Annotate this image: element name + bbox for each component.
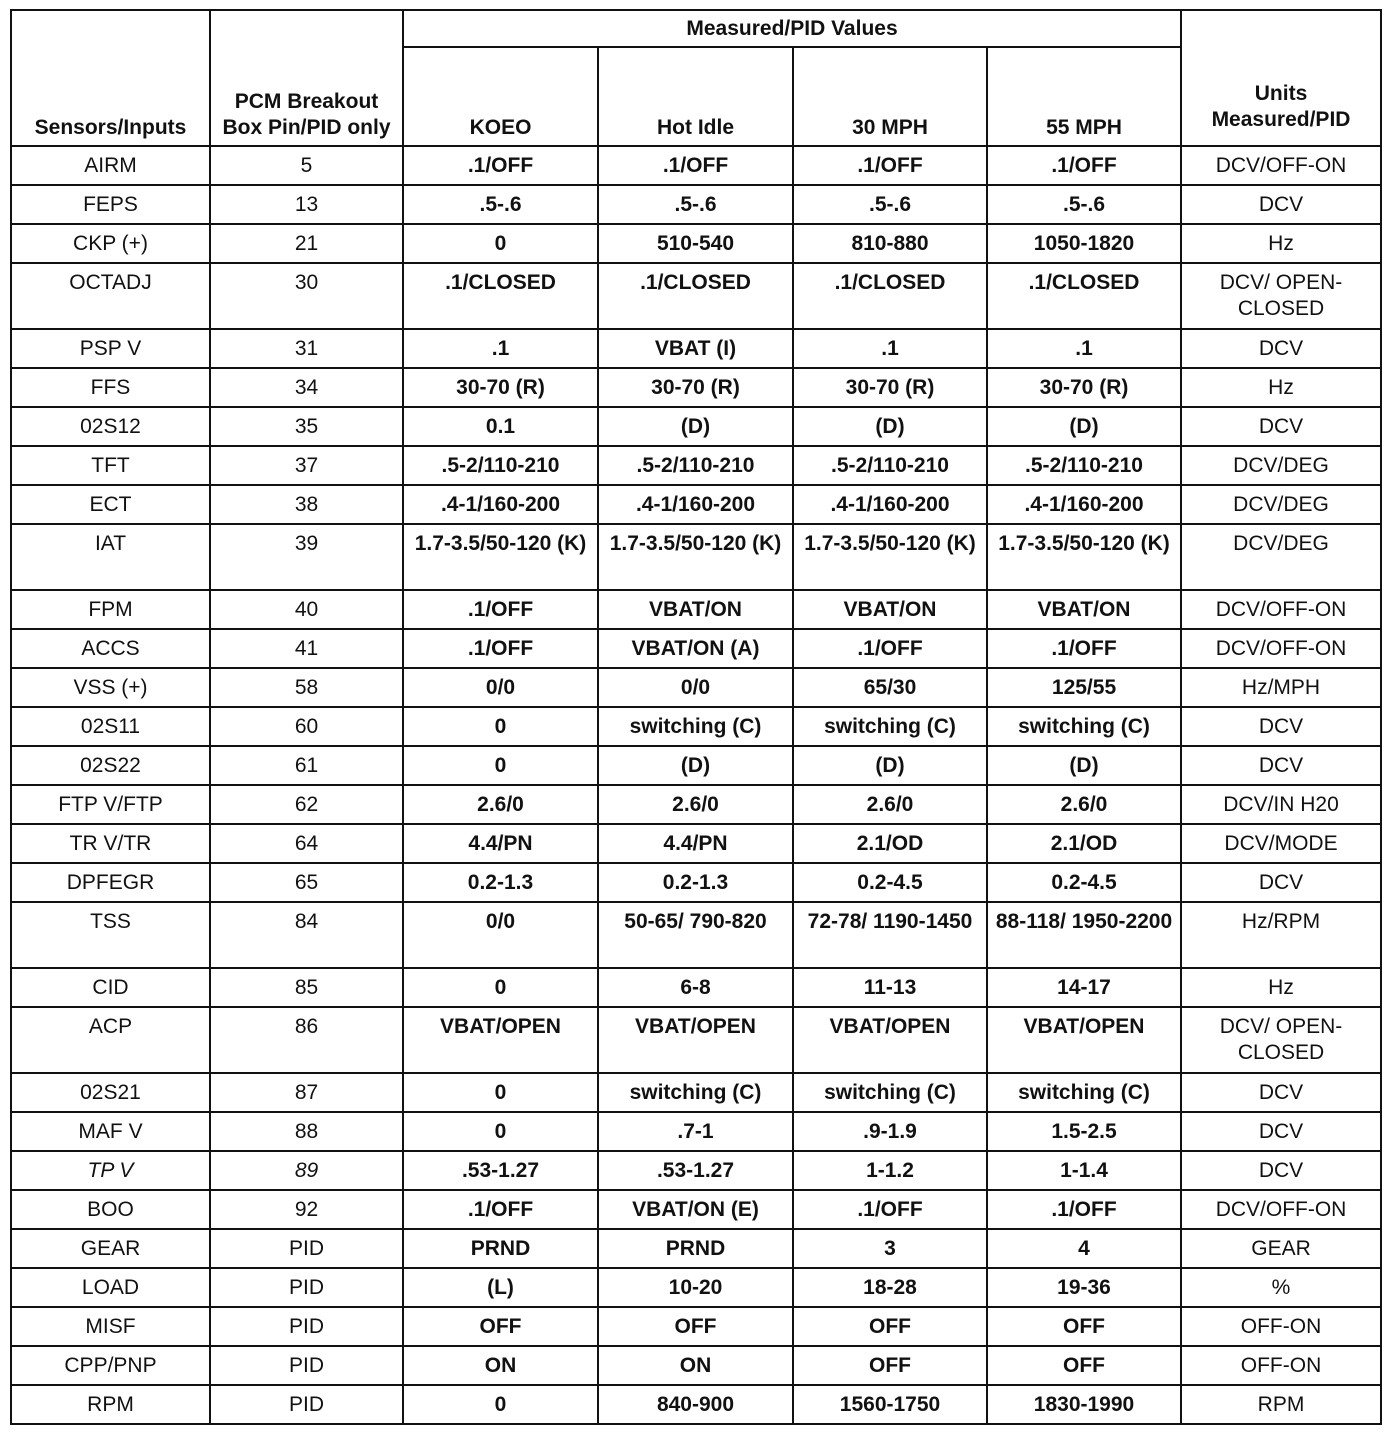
mph55-cell: (D) [987,746,1181,785]
hot-idle-cell: .1/OFF [598,146,793,185]
mph55-cell: .1/CLOSED [987,263,1181,329]
hot-idle-cell: 0.2-1.3 [598,863,793,902]
sensor-cell: FFS [11,368,210,407]
mph55-cell: switching (C) [987,1073,1181,1112]
sensor-cell: ECT [11,485,210,524]
koeo-cell: .5-.6 [403,185,598,224]
mph55-cell: 1830-1990 [987,1385,1181,1424]
table-row [11,707,1381,746]
koeo-cell: .4-1/160-200 [403,485,598,524]
pin-cell: PID [210,1268,403,1307]
unit-cell: Hz/RPM [1181,902,1381,968]
koeo-cell: 30-70 (R) [403,368,598,407]
table-row [11,1307,1381,1346]
pin-cell: 21 [210,224,403,263]
sensor-cell: IAT [11,524,210,590]
pin-cell: 60 [210,707,403,746]
koeo-cell: .53-1.27 [403,1151,598,1190]
mph55-cell: 88-118/ 1950-2200 [987,902,1181,968]
unit-cell: GEAR [1181,1229,1381,1268]
koeo-cell: .1/OFF [403,629,598,668]
unit-cell: DCV/OFF-ON [1181,629,1381,668]
table-row [11,329,1381,368]
mph55-cell: .1/OFF [987,629,1181,668]
pin-cell: 62 [210,785,403,824]
pin-cell: 92 [210,1190,403,1229]
mph30-cell: 65/30 [793,668,987,707]
hot-idle-cell: 30-70 (R) [598,368,793,407]
hot-idle-cell: .53-1.27 [598,1151,793,1190]
koeo-cell: 0 [403,224,598,263]
hot-idle-cell: .4-1/160-200 [598,485,793,524]
mph30-cell: VBAT/OPEN [793,1007,987,1073]
sensor-cell: DPFEGR [11,863,210,902]
sensor-cell: TR V/TR [11,824,210,863]
koeo-cell: PRND [403,1229,598,1268]
header-30-mph: 30 MPH [793,47,987,146]
hot-idle-cell: OFF [598,1307,793,1346]
mph55-cell: 4 [987,1229,1181,1268]
mph55-cell: VBAT/OPEN [987,1007,1181,1073]
hot-idle-cell: ON [598,1346,793,1385]
koeo-cell: .1/OFF [403,1190,598,1229]
pin-cell: 89 [210,1151,403,1190]
unit-cell: DCV/DEG [1181,446,1381,485]
table-row [11,590,1381,629]
mph30-cell: 1-1.2 [793,1151,987,1190]
pin-cell: 34 [210,368,403,407]
mph30-cell: .1/OFF [793,629,987,668]
mph30-cell: 3 [793,1229,987,1268]
table-row [11,968,1381,1007]
table-row [11,824,1381,863]
sensor-cell: 02S22 [11,746,210,785]
unit-cell: DCV/DEG [1181,485,1381,524]
sensor-cell: TP V [11,1151,210,1190]
unit-cell: DCV/OFF-ON [1181,146,1381,185]
sensor-cell: CID [11,968,210,1007]
unit-cell: Hz [1181,368,1381,407]
table-row [11,368,1381,407]
pin-cell: 58 [210,668,403,707]
mph30-cell: 1560-1750 [793,1385,987,1424]
koeo-cell: 1.7-3.5/50-120 (K) [403,524,598,590]
sensor-cell: RPM [11,1385,210,1424]
mph30-cell: switching (C) [793,1073,987,1112]
hot-idle-cell: VBAT/ON (E) [598,1190,793,1229]
unit-cell: OFF-ON [1181,1346,1381,1385]
table-row [11,902,1381,968]
mph55-cell: .1 [987,329,1181,368]
pin-cell: 84 [210,902,403,968]
mph55-cell: 1.7-3.5/50-120 (K) [987,524,1181,590]
unit-cell: RPM [1181,1385,1381,1424]
mph55-cell: 19-36 [987,1268,1181,1307]
pin-cell: 88 [210,1112,403,1151]
unit-cell: DCV [1181,1151,1381,1190]
mph55-cell: 1050-1820 [987,224,1181,263]
unit-cell: Hz/MPH [1181,668,1381,707]
table-row [11,1346,1381,1385]
hot-idle-cell: 2.6/0 [598,785,793,824]
pin-cell: PID [210,1346,403,1385]
pin-cell: 38 [210,485,403,524]
table-row [11,146,1381,185]
unit-cell: DCV/MODE [1181,824,1381,863]
mph55-cell: OFF [987,1346,1181,1385]
unit-cell: DCV [1181,1073,1381,1112]
pin-cell: PID [210,1307,403,1346]
koeo-cell: 4.4/PN [403,824,598,863]
koeo-cell: 0 [403,1385,598,1424]
mph30-cell: .9-1.9 [793,1112,987,1151]
sensor-cell: MAF V [11,1112,210,1151]
hot-idle-cell: .5-2/110-210 [598,446,793,485]
sensor-cell: LOAD [11,1268,210,1307]
sensor-cell: TFT [11,446,210,485]
table-row [11,1151,1381,1190]
sensor-cell: TSS [11,902,210,968]
unit-cell: DCV [1181,863,1381,902]
mph30-cell: 18-28 [793,1268,987,1307]
mph30-cell: 0.2-4.5 [793,863,987,902]
pin-cell: 86 [210,1007,403,1073]
pin-cell: 35 [210,407,403,446]
koeo-cell: .1/CLOSED [403,263,598,329]
unit-cell: DCV [1181,329,1381,368]
hot-idle-cell: VBAT (I) [598,329,793,368]
unit-cell: DCV/ OPEN-CLOSED [1181,1007,1381,1073]
pin-cell: 41 [210,629,403,668]
mph30-cell: .5-2/110-210 [793,446,987,485]
table-row [11,785,1381,824]
hot-idle-cell: VBAT/ON [598,590,793,629]
hot-idle-cell: switching (C) [598,707,793,746]
pin-cell: 13 [210,185,403,224]
sensor-cell: VSS (+) [11,668,210,707]
header-units: Units Measured/PID [1181,10,1381,146]
mph30-cell: VBAT/ON [793,590,987,629]
koeo-cell: ON [403,1346,598,1385]
koeo-cell: 0 [403,968,598,1007]
mph30-cell: 2.6/0 [793,785,987,824]
pin-cell: PID [210,1229,403,1268]
hot-idle-cell: 1.7-3.5/50-120 (K) [598,524,793,590]
koeo-cell: 0 [403,707,598,746]
unit-cell: DCV [1181,1112,1381,1151]
hot-idle-cell: 10-20 [598,1268,793,1307]
mph55-cell: .1/OFF [987,146,1181,185]
mph30-cell: .1/OFF [793,146,987,185]
header-measured-group: Measured/PID Values [403,10,1181,47]
header-sensors: Sensors/Inputs [11,10,210,146]
table-row [11,407,1381,446]
unit-cell: DCV [1181,707,1381,746]
mph30-cell: .5-.6 [793,185,987,224]
unit-cell: Hz [1181,224,1381,263]
hot-idle-cell: 840-900 [598,1385,793,1424]
unit-cell: % [1181,1268,1381,1307]
mph30-cell: .1/OFF [793,1190,987,1229]
table-row [11,1190,1381,1229]
mph55-cell: switching (C) [987,707,1181,746]
mph55-cell: 2.1/OD [987,824,1181,863]
table-row [11,263,1381,329]
table-row [11,668,1381,707]
mph55-cell: .1/OFF [987,1190,1181,1229]
koeo-cell: .1/OFF [403,590,598,629]
pin-cell: 39 [210,524,403,590]
table-row [11,485,1381,524]
pin-cell: 30 [210,263,403,329]
hot-idle-cell: VBAT/ON (A) [598,629,793,668]
sensor-cell: GEAR [11,1229,210,1268]
mph55-cell: .5-.6 [987,185,1181,224]
koeo-cell: .1 [403,329,598,368]
unit-cell: DCV/OFF-ON [1181,590,1381,629]
unit-cell: OFF-ON [1181,1307,1381,1346]
unit-cell: DCV/IN H20 [1181,785,1381,824]
mph55-cell: .5-2/110-210 [987,446,1181,485]
mph55-cell: 14-17 [987,968,1181,1007]
table-row [11,1073,1381,1112]
sensor-cell: ACP [11,1007,210,1073]
table-row [11,746,1381,785]
table-row [11,224,1381,263]
mph30-cell: .1/CLOSED [793,263,987,329]
header-55-mph: 55 MPH [987,47,1181,146]
sensor-cell: MISF [11,1307,210,1346]
mph30-cell: 30-70 (R) [793,368,987,407]
sensor-cell: PSP V [11,329,210,368]
sensor-cell: BOO [11,1190,210,1229]
pid-values-table [10,9,1382,1425]
unit-cell: DCV [1181,407,1381,446]
mph55-cell: (D) [987,407,1181,446]
mph55-cell: .4-1/160-200 [987,485,1181,524]
sensor-cell: CKP (+) [11,224,210,263]
koeo-cell: 0 [403,1073,598,1112]
header-koeo: KOEO [403,47,598,146]
mph30-cell: 1.7-3.5/50-120 (K) [793,524,987,590]
koeo-cell: .1/OFF [403,146,598,185]
koeo-cell: 0 [403,746,598,785]
hot-idle-cell: 4.4/PN [598,824,793,863]
sensor-cell: CPP/PNP [11,1346,210,1385]
sensor-cell: FTP V/FTP [11,785,210,824]
mph30-cell: switching (C) [793,707,987,746]
mph30-cell: 2.1/OD [793,824,987,863]
table-row [11,1007,1381,1073]
hot-idle-cell: (D) [598,746,793,785]
koeo-cell: 0 [403,1112,598,1151]
hot-idle-cell: 50-65/ 790-820 [598,902,793,968]
pin-cell: 37 [210,446,403,485]
mph55-cell: 0.2-4.5 [987,863,1181,902]
mph30-cell: 72-78/ 1190-1450 [793,902,987,968]
hot-idle-cell: .7-1 [598,1112,793,1151]
mph30-cell: 11-13 [793,968,987,1007]
sensor-cell: FPM [11,590,210,629]
mph55-cell: VBAT/ON [987,590,1181,629]
pin-cell: 5 [210,146,403,185]
mph30-cell: (D) [793,407,987,446]
unit-cell: DCV/DEG [1181,524,1381,590]
mph30-cell: .1 [793,329,987,368]
mph30-cell: (D) [793,746,987,785]
koeo-cell: 0/0 [403,902,598,968]
hot-idle-cell: PRND [598,1229,793,1268]
table-body [11,146,1381,1424]
unit-cell: DCV [1181,746,1381,785]
koeo-cell: .5-2/110-210 [403,446,598,485]
sensor-cell: ACCS [11,629,210,668]
sensor-cell: 02S21 [11,1073,210,1112]
koeo-cell: (L) [403,1268,598,1307]
koeo-cell: 0/0 [403,668,598,707]
table-row [11,1229,1381,1268]
mph30-cell: OFF [793,1346,987,1385]
pin-cell: 87 [210,1073,403,1112]
pin-cell: 31 [210,329,403,368]
mph55-cell: 30-70 (R) [987,368,1181,407]
sensor-cell: 02S11 [11,707,210,746]
hot-idle-cell: switching (C) [598,1073,793,1112]
sensor-cell: OCTADJ [11,263,210,329]
mph30-cell: 810-880 [793,224,987,263]
unit-cell: DCV/OFF-ON [1181,1190,1381,1229]
table-row [11,1112,1381,1151]
koeo-cell: 0.1 [403,407,598,446]
table-row [11,1268,1381,1307]
table-row [11,185,1381,224]
unit-cell: DCV/ OPEN-CLOSED [1181,263,1381,329]
koeo-cell: OFF [403,1307,598,1346]
hot-idle-cell: (D) [598,407,793,446]
pin-cell: PID [210,1385,403,1424]
mph55-cell: 2.6/0 [987,785,1181,824]
hot-idle-cell: 6-8 [598,968,793,1007]
table-row [11,863,1381,902]
unit-cell: DCV [1181,185,1381,224]
mph30-cell: .4-1/160-200 [793,485,987,524]
pin-cell: 61 [210,746,403,785]
mph30-cell: OFF [793,1307,987,1346]
sensor-cell: FEPS [11,185,210,224]
hot-idle-cell: .1/CLOSED [598,263,793,329]
hot-idle-cell: .5-.6 [598,185,793,224]
pin-cell: 65 [210,863,403,902]
mph55-cell: 125/55 [987,668,1181,707]
unit-cell: Hz [1181,968,1381,1007]
table-row [11,629,1381,668]
sensor-cell: AIRM [11,146,210,185]
table-row [11,446,1381,485]
pin-cell: 64 [210,824,403,863]
hot-idle-cell: VBAT/OPEN [598,1007,793,1073]
koeo-cell: VBAT/OPEN [403,1007,598,1073]
mph55-cell: OFF [987,1307,1181,1346]
hot-idle-cell: 0/0 [598,668,793,707]
mph55-cell: 1.5-2.5 [987,1112,1181,1151]
pin-cell: 85 [210,968,403,1007]
koeo-cell: 0.2-1.3 [403,863,598,902]
table-row [11,1385,1381,1424]
mph55-cell: 1-1.4 [987,1151,1181,1190]
sensor-cell: 02S12 [11,407,210,446]
koeo-cell: 2.6/0 [403,785,598,824]
header-hot-idle: Hot Idle [598,47,793,146]
pin-cell: 40 [210,590,403,629]
header-pin: PCM Breakout Box Pin/PID only [210,10,403,146]
table-row [11,524,1381,590]
hot-idle-cell: 510-540 [598,224,793,263]
